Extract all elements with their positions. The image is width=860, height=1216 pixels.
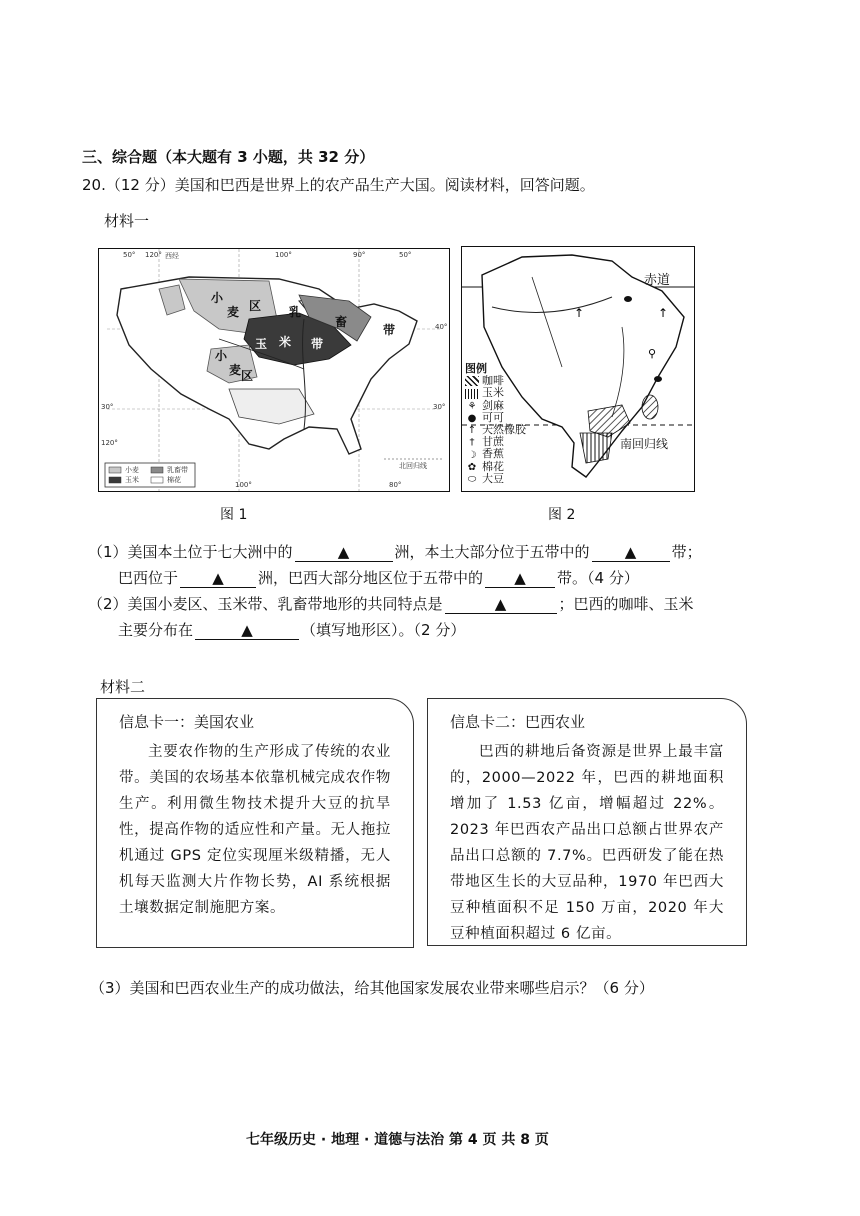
brazil-agriculture-map bbox=[461, 246, 695, 492]
legend-item-label: 可可 bbox=[482, 410, 504, 424]
legend-item-label: 香蕉 bbox=[482, 447, 504, 461]
info-card-brazil-title: 信息卡二：巴西农业 bbox=[450, 713, 586, 731]
coord-label: 30° bbox=[101, 403, 114, 411]
usa-map-drawing bbox=[99, 249, 449, 491]
tropic-of-capricorn-label: 南回归线 bbox=[620, 437, 669, 451]
legend-title: 图例 bbox=[465, 362, 487, 375]
page-footer: 七年级历史 · 地理 · 道德与法治 第 4 页 共 8 页 bbox=[246, 1132, 549, 1148]
q1-text: （1）美国本土位于七大洲中的 bbox=[88, 543, 293, 561]
equator-label: 赤道 bbox=[644, 273, 671, 288]
legend-corn-label: 玉米 bbox=[125, 476, 139, 484]
section-heading: 三、综合题（本大题有 3 小题，共 32 分） bbox=[82, 148, 375, 166]
sisal-icon: ⚘ bbox=[467, 400, 477, 412]
corn-belt-label: 米 bbox=[279, 335, 292, 349]
question-20-stem: 20.（12 分）美国和巴西是世界上的农产品生产大国。阅读材料，回答问题。 bbox=[82, 176, 595, 194]
answer-blank[interactable]: ▲ bbox=[180, 569, 256, 588]
soybean-icon: ⬭ bbox=[467, 473, 477, 485]
legend-item-label: 咖啡 bbox=[482, 374, 504, 388]
legend-wheat-label: 小麦 bbox=[125, 466, 139, 474]
coord-label: 120° bbox=[101, 439, 118, 447]
corn-belt-label: 带 bbox=[311, 337, 324, 351]
banana-icon: ☽ bbox=[467, 449, 477, 461]
coord-label: 120° bbox=[145, 251, 162, 259]
answer-blank[interactable]: ▲ bbox=[295, 543, 393, 562]
q1-text: 带； bbox=[671, 543, 702, 561]
q2-text: 主要分布在 bbox=[118, 621, 194, 639]
q2-text: （2）美国小麦区、玉米带、乳畜带地形的共同特点是 bbox=[88, 595, 443, 613]
tropic-of-cancer-label: 北回归线 bbox=[399, 462, 427, 470]
legend-item bbox=[465, 461, 526, 473]
legend-item-label: 甘蔗 bbox=[482, 435, 504, 449]
question-2-line-1 bbox=[88, 593, 694, 615]
answer-blank[interactable]: ▲ bbox=[592, 543, 670, 562]
q2-text: ；巴西的咖啡、玉米 bbox=[558, 595, 694, 613]
coord-label: 40° bbox=[435, 323, 448, 331]
cocoa-icon: ● bbox=[467, 412, 477, 424]
legend-item-label: 棉花 bbox=[482, 459, 504, 473]
coord-label: 50° bbox=[123, 251, 136, 259]
dairy-belt-label: 乳 bbox=[289, 305, 302, 319]
dairy-belt-label: 畜 bbox=[335, 315, 348, 329]
coffee-hatch-icon bbox=[465, 376, 479, 386]
corn-belt-label: 玉 bbox=[255, 337, 268, 351]
wheat-region-south-label: 区 bbox=[241, 369, 254, 383]
material-1-label: 材料一 bbox=[104, 212, 150, 230]
wheat-region-north-label: 区 bbox=[249, 299, 262, 313]
coord-label: 100° bbox=[275, 251, 292, 259]
legend-item-label: 天然橡胶 bbox=[482, 423, 526, 437]
coord-label: 30° bbox=[433, 403, 446, 411]
figure-2-caption: 图 2 bbox=[548, 507, 576, 523]
rubber-icon: ↑ bbox=[467, 425, 477, 437]
q1-text: 洲，本土大部分位于五带中的 bbox=[394, 543, 590, 561]
legend-item bbox=[465, 400, 526, 412]
legend-item bbox=[465, 448, 526, 460]
legend-item bbox=[465, 473, 526, 485]
question-1-line-1 bbox=[88, 541, 702, 563]
info-card-usa-title: 信息卡一：美国农业 bbox=[119, 713, 255, 731]
dairy-belt-label: 带 bbox=[383, 323, 396, 337]
svg-text:↑: ↑ bbox=[574, 306, 585, 320]
brazil-map-legend bbox=[465, 363, 526, 485]
q1-text: 带。（4 分） bbox=[557, 569, 639, 587]
question-3: （3）美国和巴西农业生产的成功做法，给其他国家发展农业带来哪些启示？（6 分） bbox=[90, 979, 654, 997]
legend-cotton-label: 棉花 bbox=[167, 476, 181, 484]
wheat-region-north-label: 麦 bbox=[227, 305, 240, 319]
info-card-brazil-body: 巴西的耕地后备资源是世界上最丰富的，2000—2022 年，巴西的耕地面积增加了 1.53 亿亩，增幅超过 22%。2023 年巴西农产品出口总额占世界农产品出口总额的 7.7%。巴西研发了能在热带地区生长的大豆品种，1970 年巴西大豆种植面积不足 150 万亩，2020 年大豆种植面积超过 6 亿亩。 bbox=[450, 744, 724, 942]
wheat-region-north-label: 小 bbox=[211, 291, 224, 305]
sugarcane-icon: † bbox=[469, 437, 475, 449]
info-card-brazil bbox=[427, 698, 747, 946]
wheat-region-south-label: 小 bbox=[215, 349, 228, 363]
answer-blank[interactable]: ▲ bbox=[195, 621, 299, 640]
answer-blank[interactable]: ▲ bbox=[485, 569, 555, 588]
cotton-icon: ✿ bbox=[467, 461, 477, 473]
info-card-usa bbox=[96, 698, 414, 948]
legend-item-label: 大豆 bbox=[482, 471, 504, 485]
coord-label: 50° bbox=[399, 251, 412, 259]
material-2-label: 材料二 bbox=[100, 678, 146, 696]
answer-blank[interactable]: ▲ bbox=[445, 595, 557, 614]
coord-label: 80° bbox=[389, 481, 402, 489]
legend-item-label: 剑麻 bbox=[482, 398, 504, 412]
legend-item bbox=[465, 387, 526, 399]
question-1-line-2 bbox=[118, 567, 639, 589]
legend-dairy-label: 乳畜带 bbox=[167, 466, 188, 474]
figure-1-caption: 图 1 bbox=[220, 507, 248, 523]
wheat-region-south-label: 麦 bbox=[229, 363, 242, 377]
coord-label: 90° bbox=[353, 251, 366, 259]
usa-agriculture-map bbox=[98, 248, 450, 492]
coord-label: 100° bbox=[235, 481, 252, 489]
legend-item-label: 玉米 bbox=[482, 386, 504, 400]
svg-text:⚲: ⚲ bbox=[648, 347, 657, 360]
q2-text: （填写地形区）。（2 分） bbox=[301, 621, 466, 639]
question-2-line-2 bbox=[118, 619, 465, 641]
info-card-usa-body: 主要农作物的生产形成了传统的农业带。美国的农场基本依靠机械完成农作物生产。利用微生物技术提升大豆的抗旱性，提高作物的适应性和产量。无人拖拉机通过 GPS 定位实现厘米级精播，无人机每天监测大片作物长势，AI 系统根据土壤数据定制施肥方案。 bbox=[119, 744, 391, 916]
q1-text: 洲，巴西大部分地区位于五带中的 bbox=[258, 569, 484, 587]
coord-label: 西经 bbox=[165, 252, 179, 260]
corn-stripes-icon bbox=[465, 389, 479, 399]
q1-text: 巴西位于 bbox=[118, 569, 179, 587]
svg-text:↑: ↑ bbox=[658, 306, 669, 320]
